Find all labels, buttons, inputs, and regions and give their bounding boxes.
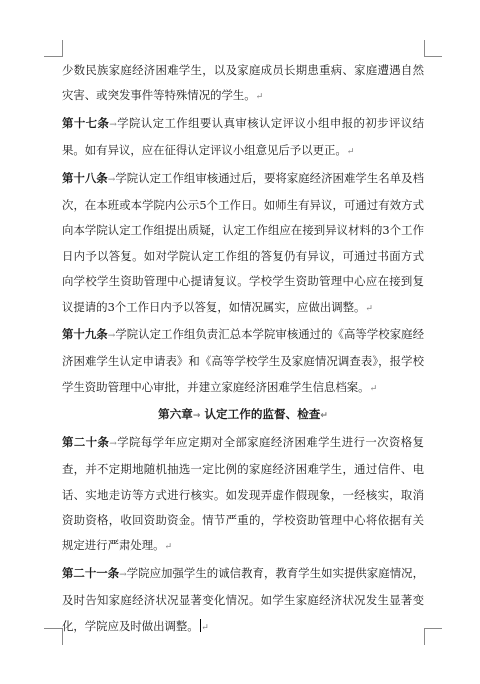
tab-arrow-icon: → (109, 438, 117, 449)
crop-mark-top-left (62, 40, 63, 57)
paragraph-mark-icon: ↵ (320, 411, 328, 422)
paragraph-mark-icon: ↵ (255, 92, 264, 103)
tab-arrow-icon: → (119, 569, 127, 580)
article-label: 第二十一条 (62, 565, 120, 580)
article-text: 学院应加强学生的诚信教育，教育学生如实提供家庭情况，及时告知家庭经济状况显著变化情况。如学生家庭经济状况发生显著变化，学院应及时做出调整。 (62, 565, 424, 633)
crop-mark-top-right (424, 56, 442, 57)
article-text: 学院认定工作组审核通过后，要将家庭经济困难学生名单及档次，在本班或本学院内公示5个工作日。如师生有异议，可通过有效方式向本学院认定工作组提出质疑，认定工作组应在接到异议材料的3个工作日内予以答复。如对学院认定工作组的答复仍有异议，可通过书面方式向学校学生资助管理中心提请复议。学校学生资助管理中心应在接到复议提请的3个工作日内予以答复，如情况属实，应做出调整。 (62, 170, 424, 314)
paragraph-mark-icon: ↵ (164, 542, 173, 553)
article-18 (62, 166, 424, 322)
article-text: 学院认定工作组要认真审核认定评议小组申报的初步评议结果。如有异议，应在征得认定评议小组意见后予以更正。 (62, 115, 424, 158)
paragraph-mark-icon: ↵ (369, 383, 378, 394)
crop-mark-bottom-right (424, 628, 442, 629)
tab-arrow-icon: → (109, 119, 117, 130)
document-body[interactable] (62, 58, 424, 641)
article-label: 第十八条 (62, 170, 108, 185)
paragraph-mark-icon: ↵ (346, 147, 355, 158)
crop-mark-top-right (424, 40, 425, 57)
article-text: 学院认定工作组负责汇总本学院审核通过的《高等学校家庭经济困难学生认定申请表》和《高等学校学生及家庭情况调查表》，报学校学生资助管理中心审批，并建立家庭经济困难学生信息档案。 (62, 327, 424, 394)
tab-arrow-icon: → (192, 411, 201, 422)
chapter-title: 认定工作的监督、检查 (204, 407, 321, 422)
article-21 (62, 561, 424, 641)
article-label: 第十七条 (62, 115, 110, 130)
article-19 (62, 322, 424, 402)
article-label: 第二十条 (62, 434, 110, 449)
paragraph-mark-icon: ↵ (201, 622, 209, 633)
chapter-heading (62, 402, 424, 429)
paragraph-continuation (62, 58, 424, 111)
chapter-number: 第六章 (158, 407, 193, 422)
article-17 (62, 111, 424, 166)
paragraph-mark-icon: ↵ (365, 303, 373, 314)
article-label: 第十九条 (62, 327, 108, 342)
crop-mark-top-left (44, 56, 62, 57)
article-20 (62, 430, 424, 561)
crop-mark-bottom-right (424, 628, 425, 645)
tab-arrow-icon: → (107, 331, 116, 342)
paragraph-text: 少数民族家庭经济困难学生，以及家庭成员长期患重病、家庭遭遇自然灾害、或突发事件等特殊情况的学生。 (62, 63, 424, 103)
tab-arrow-icon: → (107, 174, 116, 185)
article-text: 学院每学年应定期对全部家庭经济困难学生进行一次资格复查，并不定期地随机抽选一定比例的家庭经济困难学生，通过信件、电话、实地走访等方式进行核实。如发现弄虚作假现象，一经核实，取消资助资格，收回资助资金。情节严重的，学校资助管理中心将依据有关规定进行严肃处理。 (62, 434, 424, 553)
crop-mark-bottom-left (44, 628, 62, 629)
